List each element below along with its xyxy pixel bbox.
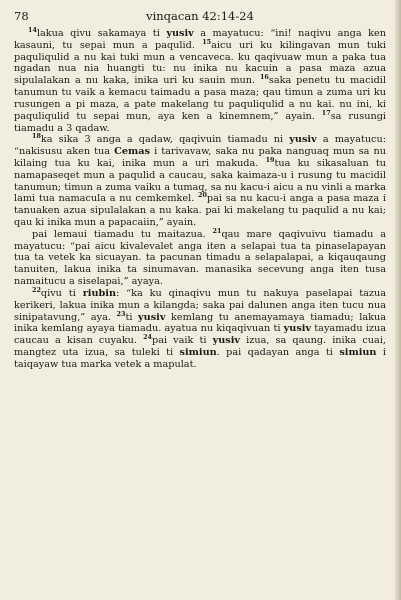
- text-run: tayamadu izua caucau a kisan cuyaku.: [14, 323, 387, 347]
- body-text: [14, 25, 387, 371]
- text-run: qivu ti: [40, 287, 83, 299]
- paragraph: [14, 226, 386, 288]
- paragraph: [14, 134, 386, 229]
- verse-number: 18: [32, 132, 41, 141]
- name-bold: simiun: [339, 346, 377, 358]
- text-run: lakua qivu sakamaya ti: [36, 28, 167, 39]
- text-run: pai lemaui tiamadu tu maitazua.: [32, 228, 213, 240]
- verse-number: 22: [32, 285, 41, 294]
- name-bold: yusiv: [138, 311, 166, 323]
- text-run: kemlang tu anemayamaya tiamadu; lakua inika kemlang ayaya tiamadu. ayatua nu kiqaqivuan ti: [14, 311, 387, 335]
- name-bold: yusiv: [289, 134, 317, 146]
- verse-number: 16: [259, 73, 269, 82]
- text-run: saka penetu tu macidil tanumun tu vaik a kemacu taimadu a pasa maza; qau timun a zuma uri ku rusungen a pi maza, a pate makelang tu paquliqulid a nu kai. nu ini, ki paquliqulid tu sepai mun, aya ken a kinemnem,” ayain.: [14, 75, 386, 122]
- text-run: qau mare qaqivuivu tiamadu a mayatucu: “pai aicu kivalevalet anga iten a selapai tua ta pinaselapayan tua ta vetek ka sicuayan. ta pacunan timadu a selapalapai, a kiqauqaung tanuiten, lakua inika ta sinumavan. manasika secevung anga iten tusa namaitucu a siselapai,” ayaya.: [14, 228, 386, 288]
- verse-number: 19: [265, 155, 275, 164]
- text-run: sa rusungi tiamadu a 3 qadaw.: [14, 110, 386, 134]
- verse-number: 24: [143, 332, 153, 341]
- verse-number: 20: [198, 191, 207, 200]
- text-run: a mayatucu: “nakisusu aken tua: [14, 134, 386, 158]
- verse-number: 17: [321, 108, 331, 117]
- verse-number: 23: [116, 309, 126, 318]
- name-bold: yusiv: [283, 323, 312, 335]
- text-run: i taiqayaw tua marka vetek a mapulat.: [14, 346, 386, 370]
- text-run: aicu uri ku kilingavan mun tuki paquliqulid a nu kai tuki mun a vencaveca. ku qaqivuaw mun a paka tua ngadan nua nia huangti tu: nu inika nu kacuin a pasa maza azua sipulalakan a nu kaka, inika uri ku sauin mun.: [14, 39, 386, 87]
- text-run: izua, sa qaung. inika cuai, mangtez uta izua, sa tuleki ti: [14, 335, 386, 358]
- text-run: a mayatucu: “ini! naqivu anga ken kasauni, tu sepai mun a paqulid.: [14, 28, 386, 51]
- page-number: 78: [14, 9, 29, 23]
- name-bold: yusiv: [212, 335, 241, 347]
- name-bold: riubin: [82, 287, 117, 299]
- text-run: tua ku sikasaluan tu namapaseqet mun a paqulid a caucau, saka kaimaza-u i rusung tu macidil tanumun; timun a zuma vaiku a tumaq, sa nu kacu-i aicu a nu vinli a marka lami tua namacula a nu cemkemkel.: [14, 157, 387, 205]
- name-bold: Cemas: [114, 146, 150, 158]
- page-spine-shadow: [395, 0, 401, 600]
- verse-number: 14: [28, 25, 37, 34]
- paragraph: [14, 25, 386, 134]
- text-run: ka sika 3 anga a qadaw, qaqivuin tiamadu ni: [40, 134, 290, 146]
- verse-number: 15: [202, 37, 212, 46]
- running-head: vinqacan 42:14-24: [146, 9, 254, 23]
- paragraph: [14, 285, 387, 371]
- page-header: [14, 8, 386, 24]
- text-run: pai vaik ti: [152, 335, 213, 347]
- name-bold: yusiv: [166, 28, 194, 39]
- text-run: pai sa nu kacu-i anga a pasa maza i tanuaken azua sipulalakan a nu kaka. pai ki makelang tu paqulid a nu kai; qau ki inika mun a papacaiin,” ayain.: [14, 193, 386, 228]
- name-bold: simiun: [179, 346, 217, 358]
- text-run: . pai qadayan anga ti: [216, 346, 340, 358]
- text-run: : “ka ku qinaqivu mun tu nakuya paselapai tazua kerikeri, lakua inika mun a kilangda; saka pai dalunen anga iten tucu nua sinipatavung,” aya.: [14, 287, 386, 323]
- text-run: i tarivavaw, saka nu paka nanguaq mun sa nu kilaing tua ku kai, inika mun a uri makuda.: [14, 146, 387, 169]
- verse-number: 21: [212, 226, 222, 235]
- text-run: ti: [125, 311, 139, 323]
